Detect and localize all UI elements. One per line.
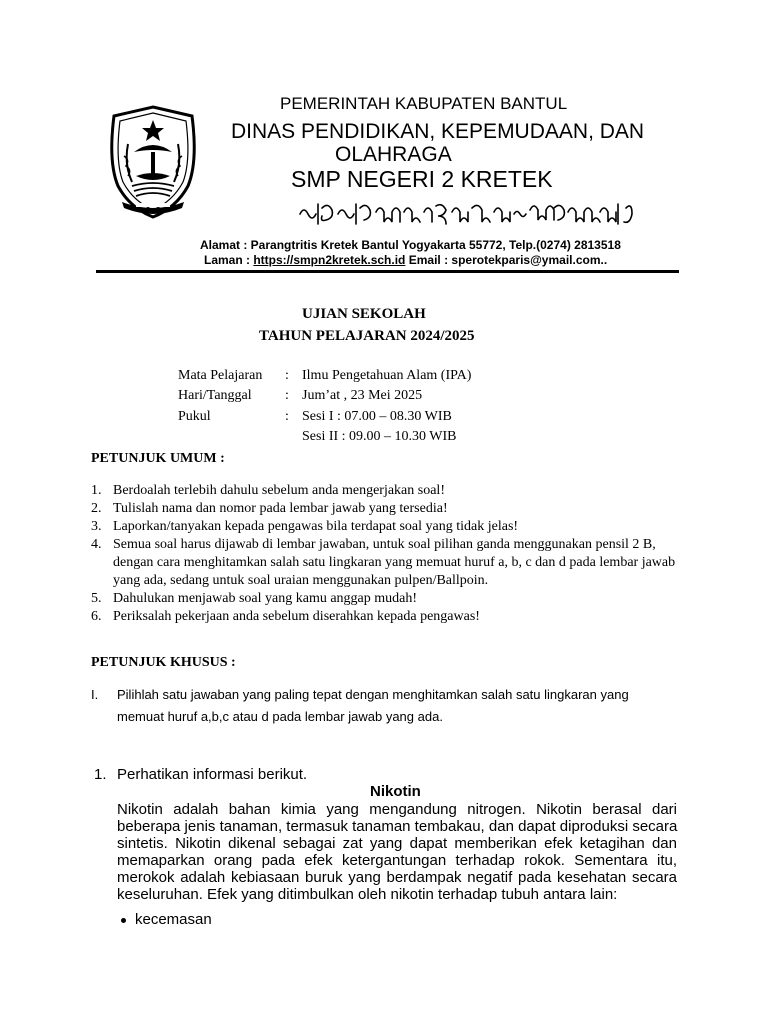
school-website-link[interactable]: https://smpn2kretek.sch.id — [253, 253, 406, 267]
school-address: Alamat : Parangtritis Kretek Bantul Yogyakarta 55772, Telp.(0274) 2813518 — [200, 238, 621, 252]
question-prompt: Perhatikan informasi berikut. — [117, 766, 308, 783]
time-label: Pukul — [178, 409, 211, 424]
bantul-regency-crest-icon — [106, 104, 200, 220]
special-instruction-line-1: Pilihlah satu jawaban yang paling tepat dengan menghitamkan salah satu lingkaran yang — [117, 687, 629, 702]
question-number: 1. — [94, 766, 107, 783]
exam-year: TAHUN PELAJARAN 2024/2025 — [259, 328, 475, 344]
passage-title: Nikotin — [370, 783, 421, 800]
passage-line: merokok adalah kebiasaan buruk yang berdampak negatif pada kesehatan secara — [117, 869, 677, 886]
school-contact — [204, 253, 607, 267]
date-colon: : — [285, 388, 289, 403]
passage-line: beberapa jenis tanaman, termasuk tanaman tembakau, dan dapat diproduksi secara — [117, 818, 678, 835]
date-label: Hari/Tanggal — [178, 388, 252, 403]
list-item: 4. Semua soal harus dijawab di lembar jawaban, untuk soal pilihan ganda menggunakan pensil 2 B, dengan cara menghitamkan salah satu lingkaran yang memuat huruf a, b, c dan d pada lembar jawab yang ada, sedang untuk soal uraian menggunakan pulpen/Ballpoin. — [91, 537, 676, 588]
school-email: Email : sperotekparis@ymail.com.. — [405, 253, 608, 267]
exam-title: UJIAN SEKOLAH — [302, 306, 426, 322]
list-item: 3. Laporkan/tanyakan kepada pengawas bila terdapat soal yang tidak jelas! — [91, 519, 519, 534]
department-name: DINAS PENDIDIKAN, KEPEMUDAAN, DAN — [231, 120, 645, 143]
special-instruction-line-2: memuat huruf a,b,c atau d pada lembar jawab yang ada. — [117, 709, 443, 724]
passage-line: sintetis. Nikotin dikenal sebagai zat yang dapat memberikan efek ketagihan dan — [117, 835, 677, 852]
department-name-cont: OLAHRAGA — [335, 143, 452, 166]
passage-line: Nikotin adalah bahan kimia yang mengandung nitrogen. Nikotin berasal dari — [117, 801, 677, 818]
session-1: Sesi I : 07.00 – 08.30 WIB — [302, 409, 452, 424]
date-value: Jum’at , 23 Mei 2025 — [302, 388, 423, 403]
general-instructions-list — [91, 482, 691, 626]
session-2: Sesi II : 09.00 – 10.30 WIB — [302, 429, 457, 444]
school-name: SMP NEGERI 2 KRETEK — [291, 166, 553, 192]
bullet-item: kecemasan — [135, 911, 212, 928]
javanese-script-school-name — [296, 198, 636, 232]
time-colon: : — [285, 409, 289, 424]
subject-colon: : — [285, 368, 289, 383]
special-instructions-heading: PETUNJUK KHUSUS : — [91, 655, 236, 670]
list-item: 5. Dahulukan menjawab soal yang kamu anggap mudah! — [91, 591, 418, 606]
passage-line: keseluruhan. Efek yang ditimbulkan oleh nikotin terhadap tubuh antara lain: — [117, 886, 618, 903]
passage-line: memaparkan orang pada efek ketergantungan terhadap rokok. Sementara itu, — [117, 852, 677, 869]
list-item: 6. Periksalah pekerjaan anda sebelum diserahkan kepada pengawas! — [91, 609, 480, 624]
government-name: PEMERINTAH KABUPATEN BANTUL — [280, 94, 568, 113]
list-item: 1. Berdoalah terlebih dahulu sebelum anda mengerjakan soal! — [91, 483, 445, 498]
subject-value: Ilmu Pengetahuan Alam (IPA) — [302, 368, 472, 383]
web-label: Laman : — [204, 253, 254, 267]
subject-label: Mata Pelajaran — [178, 368, 263, 383]
list-item: 2. Tulislah nama dan nomor pada lembar jawab yang tersedia! — [91, 501, 448, 516]
bullet-icon — [121, 918, 126, 923]
section-roman-numeral: I. — [91, 687, 99, 702]
general-instructions-heading: PETUNJUK UMUM : — [91, 451, 225, 466]
passage-text — [117, 801, 677, 903]
header-divider — [96, 270, 679, 273]
